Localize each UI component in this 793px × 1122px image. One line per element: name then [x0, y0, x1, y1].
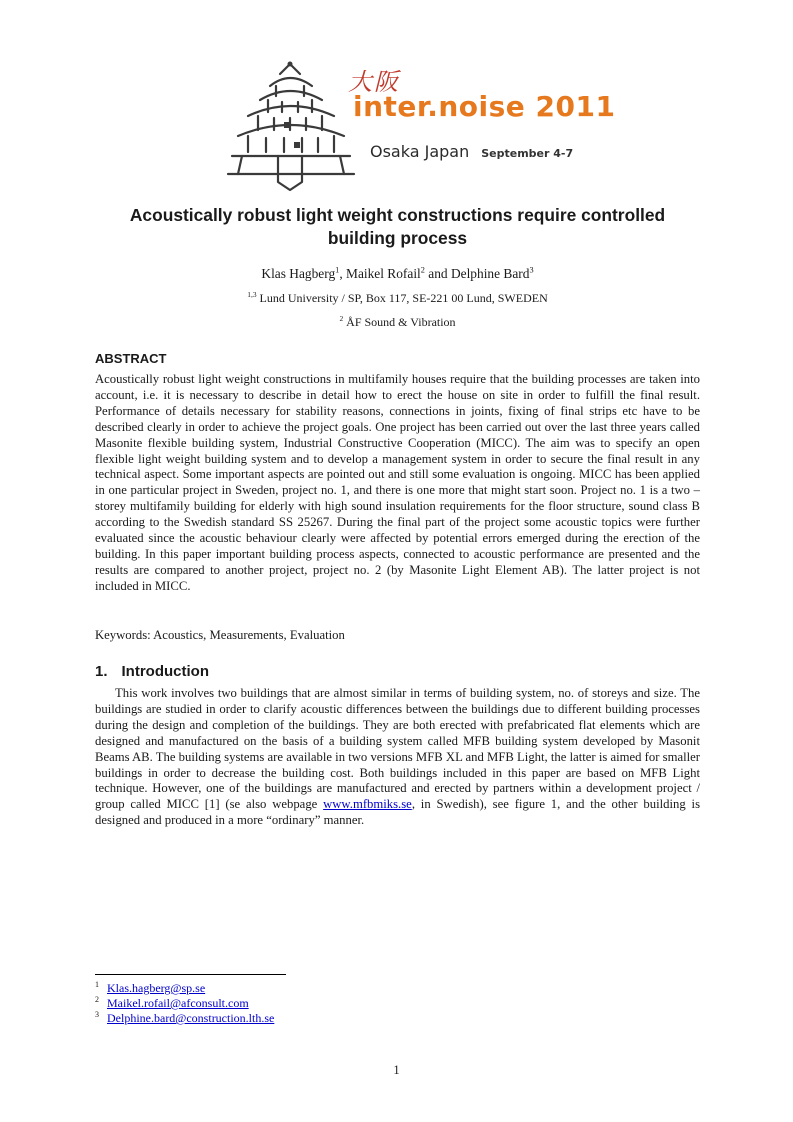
author-name: Maikel Rofail: [346, 266, 421, 281]
footnote-divider: [95, 974, 286, 975]
osaka-kanji: 大阪: [348, 68, 400, 96]
footnote: $^1$ Klas.hagberg@sp.se: [95, 980, 206, 995]
email-link[interactable]: Delphine.bard@construction.lth.se: [107, 1011, 275, 1025]
abstract-body: Acoustically robust light weight constructions in multifamily houses require that the building processes are taken into account, i.e. it is necessary to describe in detail how to erect the house on site in order to fulfill the final result. Performance of details necessary for stability reasons, connections in joints, fixing of final strips etc have to be described clearly in order to achieve the project goals. One project has been carried out over the last three years called Masonite flexible building system, Industrial Constructive Cooperation (MICC). The aim was to specify an open flexible light weight building system and to develop a management system in order to secure the final result in any technical aspect. Some important aspects are pointed out and still some evaluation is ongoing. MICC has been applied in one particular project in Sweden, project no. 1, and there is one more that might start soon. Project no. 1 is a two – storey multifamily building for elderly with high sound insulation requirements for the floor structure, sound class B according to the Swedish standard SS 25267. During the final part of the project some acoustic topics were further evaluated since the acoustic behaviour clearly were affected by potential errors emerged during the erection of the building. In this paper important building process aspects, connected to acoustic performance are presented and the results are compared to another project, project no. 2 (by Masonite Light Element AB). The latter project is not included in MICC.: [95, 372, 700, 593]
conference-location: [370, 142, 573, 161]
author-name: Klas Hagberg: [261, 266, 336, 281]
section-heading: [95, 663, 209, 680]
paper-title: Acoustically robust light weight constructions require controlled building process: [129, 205, 666, 248]
affiliation-text: Lund University / SP, Box 117, SE-221 00 Lund, SWEDEN: [256, 291, 548, 305]
abstract-heading: ABSTRACT: [95, 351, 167, 366]
affiliation-sup: 1,3: [247, 290, 257, 299]
keywords: Keywords: Acoustics, Measurements, Evaluation: [95, 628, 345, 642]
affiliation: [95, 315, 700, 330]
author-separator: ,: [339, 266, 347, 281]
page-number: 1: [393, 1063, 400, 1077]
affiliation-sup: 2: [339, 314, 344, 323]
introduction-body: [95, 686, 700, 829]
conference-dates: September 4-7: [481, 147, 574, 160]
email-link[interactable]: Maikel.rofail@afconsult.com: [107, 996, 249, 1010]
author-sup: 3: [529, 265, 534, 275]
author-list: [95, 266, 700, 282]
author-separator: and: [424, 266, 451, 281]
author-name: Delphine Bard: [450, 266, 530, 281]
osaka-castle-icon: [218, 56, 358, 192]
affiliation-text: ÅF Sound & Vibration: [343, 315, 456, 329]
footnote: $^2$ Maikel.rofail@afconsult.com: [95, 995, 249, 1010]
webpage-link[interactable]: www.mfbmiks.se: [323, 797, 412, 812]
intro-text-part: This work involves two buildings that are almost similar in terms of building system, no. of storeys and size. The buildings are studied in order to clarify acoustic differences between the buildings due to different building processes during the design and completion of the buildings. They are both erected with prefabricated flat elements which are designed and manufactured on the basis of a building system called MFB building system developed by Masonit Beams AB. The building systems are available in two versions MFB XL and MFB Light, the latter is aimed for smaller buildings in order to decrease the building cost. Both buildings included in this paper are based on MFB Light technique. However, one of the buildings are manufactured and erected by partners within a development project / group called MICC [1] (se also webpage: [95, 686, 700, 812]
section-number: 1.: [95, 663, 108, 680]
conference-name: [353, 90, 615, 123]
author-sup: 1: [335, 265, 340, 275]
author-sup: 2: [420, 265, 425, 275]
conference-logo: [218, 50, 616, 192]
email-link[interactable]: Klas.hagberg@sp.se: [107, 981, 206, 995]
intro-text-part: , in Swedish), see figure 1, and the other building is designed and produced in a more “ordinary” manner.: [95, 797, 701, 828]
conference-name-text: inter.noise 2011: [353, 90, 616, 123]
affiliation: [95, 291, 700, 306]
footnote: $^3$ Delphine.bard@construction.lth.se: [95, 1010, 275, 1025]
conference-city: Osaka Japan: [370, 142, 470, 161]
section-title: Introduction: [121, 663, 209, 680]
